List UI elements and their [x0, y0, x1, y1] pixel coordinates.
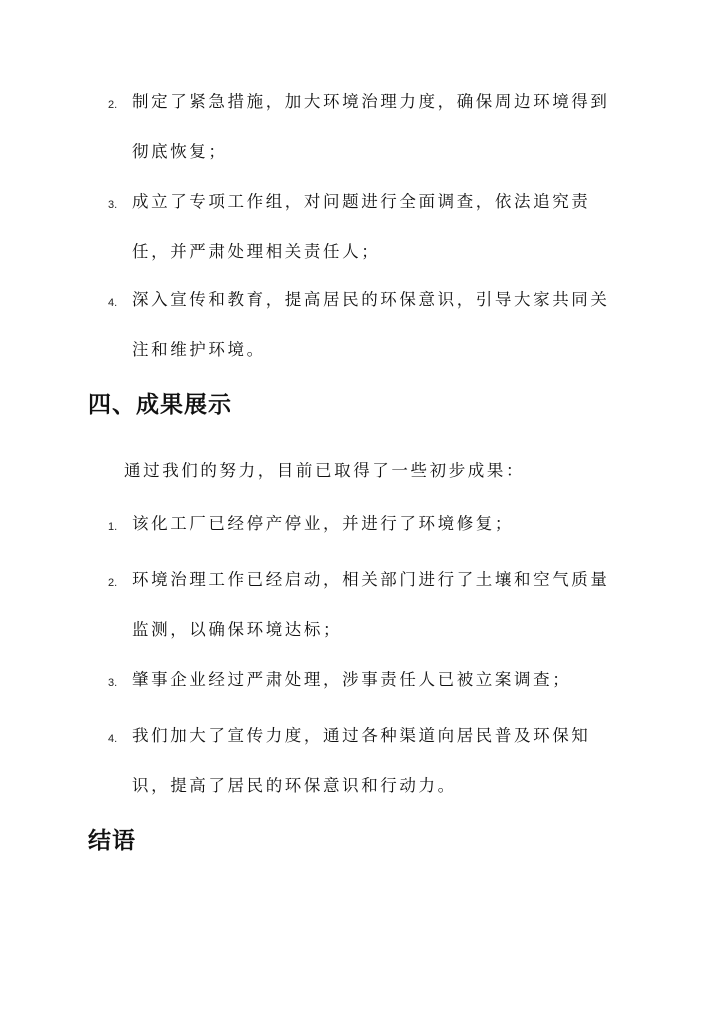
list-number: 4.: [108, 297, 118, 309]
list-text: 肇事企业经过严肃处理，涉事责任人已被立案调查；: [132, 670, 572, 689]
list-number: 1.: [108, 521, 118, 533]
list-text: 该化工厂已经停产停业，并进行了环境修复；: [132, 514, 514, 533]
list-number: 2.: [108, 99, 118, 111]
intro-paragraph: 通过我们的努力，目前已取得了一些初步成果：: [124, 461, 526, 480]
list-number: 2.: [108, 577, 118, 589]
list-number: 4.: [108, 733, 118, 745]
list-text: 成立了专项工作组，对问题进行全面调查，依法追究责任，并严肃处理相关责任人；: [132, 192, 591, 261]
list-number: 3.: [108, 677, 118, 689]
list-text: 制定了紧急措施，加大环境治理力度，确保周边环境得到彻底恢复；: [132, 92, 610, 161]
list-text: 我们加大了宣传力度，通过各种渠道向居民普及环保知识，提高了居民的环保意识和行动力。: [132, 726, 591, 795]
list-text: 环境治理工作已经启动，相关部门进行了土壤和空气质量监测，以确保环境达标；: [132, 570, 610, 639]
list-number: 3.: [108, 199, 118, 211]
section-heading: 四、成果展示: [88, 391, 232, 418]
conclusion-heading: 结语: [88, 827, 136, 854]
list-text: 深入宣传和教育，提高居民的环保意识，引导大家共同关注和维护环境。: [132, 290, 610, 359]
